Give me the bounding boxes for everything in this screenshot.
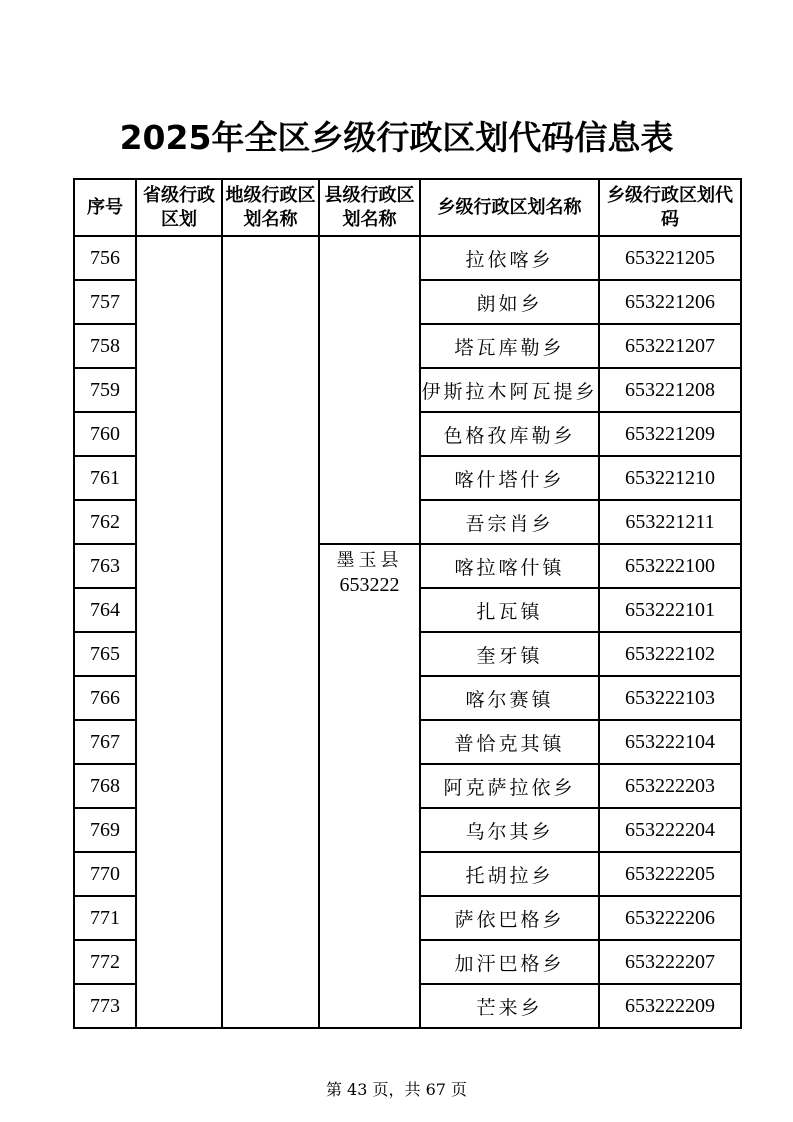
- row-seq: 767: [74, 720, 136, 764]
- header-county: 县级行政区划名称: [319, 179, 420, 236]
- row-township-name: 阿克萨拉依乡: [420, 764, 599, 808]
- row-seq: 769: [74, 808, 136, 852]
- header-row: [74, 179, 741, 236]
- row-seq: 761: [74, 456, 136, 500]
- row-township-name: 色格孜库勒乡: [420, 412, 599, 456]
- row-township-name: 芒来乡: [420, 984, 599, 1028]
- row-seq: 770: [74, 852, 136, 896]
- row-seq: 758: [74, 324, 136, 368]
- province-merged-cell: [136, 236, 222, 1028]
- row-township-name: 奎牙镇: [420, 632, 599, 676]
- county-name: 墨玉县: [336, 550, 403, 571]
- row-township-name: 托胡拉乡: [420, 852, 599, 896]
- row-township-code: 653221208: [599, 368, 741, 412]
- header-seq: 序号: [74, 179, 136, 236]
- row-township-code: 653222204: [599, 808, 741, 852]
- row-seq: 772: [74, 940, 136, 984]
- row-township-name: 普恰克其镇: [420, 720, 599, 764]
- row-township-name: 朗如乡: [420, 280, 599, 324]
- row-township-code: 653221207: [599, 324, 741, 368]
- row-township-code: 653221209: [599, 412, 741, 456]
- row-township-code: 653221205: [599, 236, 741, 280]
- row-seq: 771: [74, 896, 136, 940]
- row-township-code: 653222101: [599, 588, 741, 632]
- row-township-name: 伊斯拉木阿瓦提乡: [420, 368, 599, 412]
- row-township-name: 乌尔其乡: [420, 808, 599, 852]
- row-township-code: 653222205: [599, 852, 741, 896]
- division-code-table: [73, 178, 742, 1029]
- header-township: 乡级行政区划名称: [420, 179, 599, 236]
- page-title: 2025年全区乡级行政区划代码信息表: [119, 118, 674, 157]
- row-township-name: 塔瓦库勒乡: [420, 324, 599, 368]
- row-township-code: 653222206: [599, 896, 741, 940]
- row-township-name: 拉依喀乡: [420, 236, 599, 280]
- header-province: 省级行政区划: [136, 179, 222, 236]
- row-township-name: 扎瓦镇: [420, 588, 599, 632]
- row-township-code: 653222102: [599, 632, 741, 676]
- row-seq: 760: [74, 412, 136, 456]
- table-body: [74, 236, 741, 1028]
- row-township-name: 吾宗肖乡: [420, 500, 599, 544]
- row-township-name: 喀拉喀什镇: [420, 544, 599, 588]
- county-code: 653222: [339, 574, 400, 596]
- row-seq: 756: [74, 236, 136, 280]
- row-township-name: 加汗巴格乡: [420, 940, 599, 984]
- row-seq: 765: [74, 632, 136, 676]
- page-footer: 第 43 页，共 67 页: [325, 1080, 468, 1099]
- row-seq: 768: [74, 764, 136, 808]
- row-township-code: 653222103: [599, 676, 741, 720]
- row-township-code: 653222100: [599, 544, 741, 588]
- previous-county-merged-cell: [319, 236, 420, 544]
- row-seq: 764: [74, 588, 136, 632]
- table-row: [74, 236, 741, 280]
- row-township-name: 喀尔赛镇: [420, 676, 599, 720]
- row-township-code: 653221206: [599, 280, 741, 324]
- row-township-name: 喀什塔什乡: [420, 456, 599, 500]
- county-merged-cell: [319, 544, 420, 1028]
- row-township-code: 653222207: [599, 940, 741, 984]
- row-township-code: 653222104: [599, 720, 741, 764]
- row-township-code: 653221210: [599, 456, 741, 500]
- row-seq: 773: [74, 984, 136, 1028]
- header-code: 乡级行政区划代码: [599, 179, 741, 236]
- row-township-code: 653222209: [599, 984, 741, 1028]
- row-seq: 766: [74, 676, 136, 720]
- prefecture-merged-cell: [222, 236, 319, 1028]
- row-township-code: 653221211: [599, 500, 741, 544]
- row-seq: 759: [74, 368, 136, 412]
- header-prefecture: 地级行政区划名称: [222, 179, 319, 236]
- row-seq: 763: [74, 544, 136, 588]
- row-township-code: 653222203: [599, 764, 741, 808]
- row-township-name: 萨依巴格乡: [420, 896, 599, 940]
- row-seq: 757: [74, 280, 136, 324]
- row-seq: 762: [74, 500, 136, 544]
